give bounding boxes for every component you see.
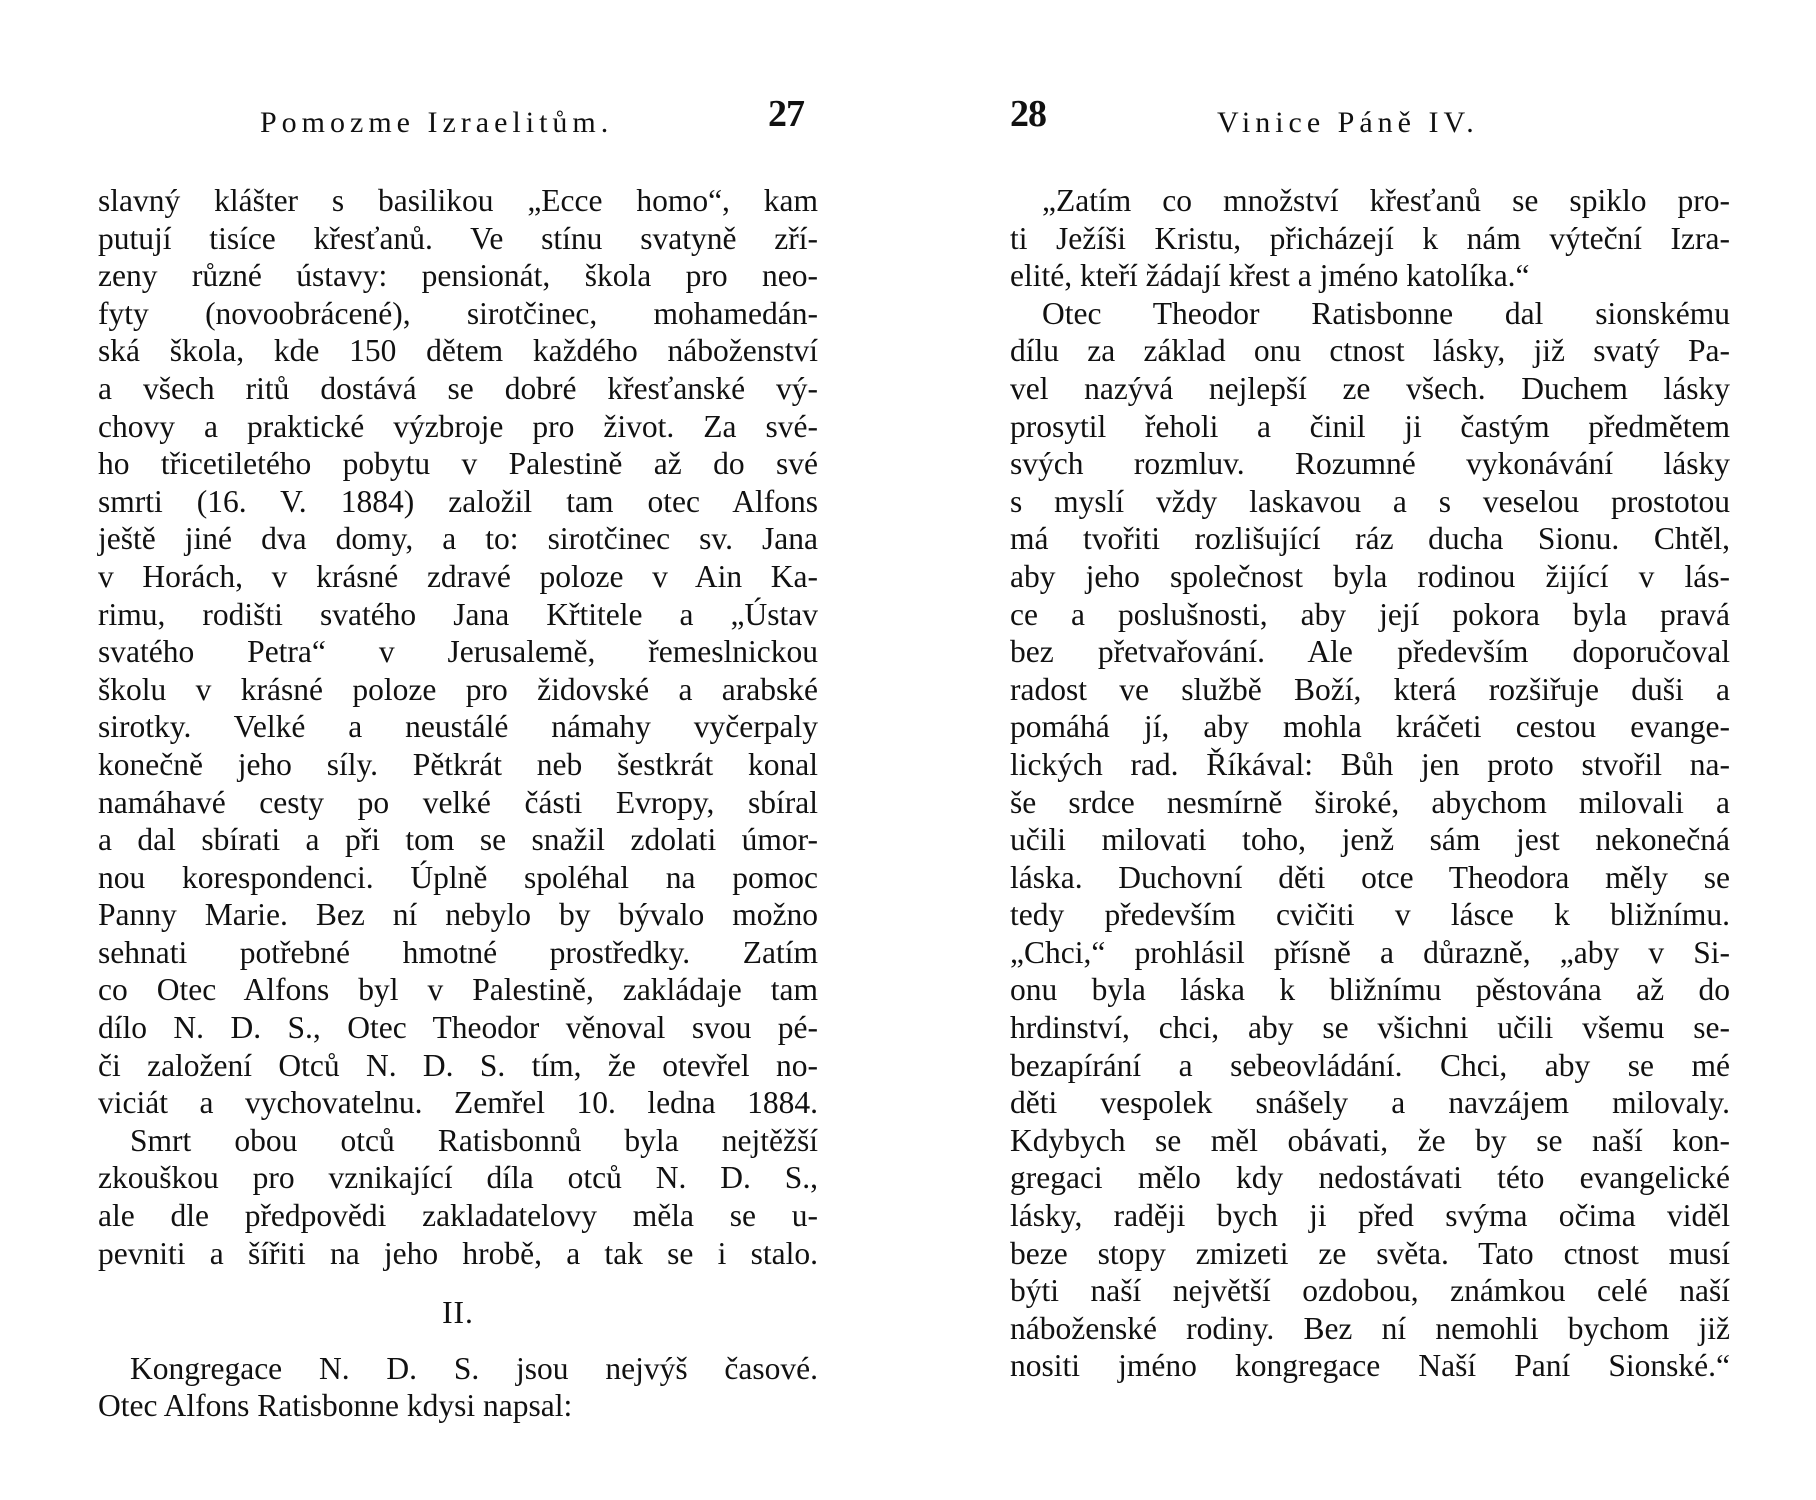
text-line: ti Ježíši Kristu, přicházejí k nám výteční Izra- <box>1010 220 1730 256</box>
left-page-number: 27 <box>768 93 804 135</box>
text-line: býti naší největší ozdobou, známkou celé naší <box>1010 1273 1730 1309</box>
text-line: pomáhá jí, aby mohla kráčeti cestou evange- <box>1010 709 1730 745</box>
text-line: zkouškou pro vznikající díla otců N. D. S., <box>98 1160 818 1196</box>
text-line: děti vespolek snášely a navzájem milovaly. <box>1010 1085 1730 1121</box>
text-line: zeny různé ústavy: pensionát, škola pro neo- <box>98 258 818 294</box>
right-running-title: Vinice Páně IV. <box>1217 106 1479 139</box>
text-line: še srdce nesmírně široké, abychom milovali a <box>1010 784 1730 820</box>
text-line: svatého Petra“ v Jerusalemě, řemeslnickou <box>98 634 818 670</box>
text-line: pevniti a šířiti na jeho hrobě, a tak se i stalo. <box>98 1235 818 1271</box>
text-line: gregaci mělo kdy nedostávati této evangelické <box>1010 1160 1730 1196</box>
text-line: sehnati potřebné hmotné prostředky. Zatím <box>98 934 818 970</box>
text-line: dílu za základ onu ctnost lásky, již svatý Pa- <box>1010 333 1730 369</box>
text-line: radost ve službě Boží, která rozšiřuje duši a <box>1010 671 1730 707</box>
text-line: s myslí vždy laskavou a s veselou prostotou <box>1010 483 1730 519</box>
text-line: ho třicetiletého pobytu v Palestině až do své <box>98 446 818 482</box>
text-line: prosytil řeholi a činil ji častým předmětem <box>1010 408 1730 444</box>
text-line: nou korespondenci. Úplně spoléhal na pomoc <box>98 859 818 895</box>
left-body-text <box>98 182 818 1425</box>
text-line: v Horách, v krásné zdravé poloze v Ain Ka- <box>98 558 818 594</box>
text-line: bezapírání a sebeovládání. Chci, aby se mé <box>1010 1047 1730 1083</box>
text-line: bez přetvařování. Ale především doporučoval <box>1010 634 1730 670</box>
text-line: svých rozmluv. Rozumné vykonávání lásky <box>1010 446 1730 482</box>
text-line: Kdybych se měl obávati, že by se naší kon- <box>1010 1122 1730 1158</box>
section-heading: II. <box>442 1295 474 1331</box>
text-line: onu byla láska k bližnímu pěstována až do <box>1010 972 1730 1008</box>
text-line: co Otec Alfons byl v Palestině, zakládaje tam <box>98 972 818 1008</box>
text-line: fyty (novoobrácené), sirotčinec, mohamedán- <box>98 295 818 331</box>
right-page <box>1010 92 1730 1385</box>
text-line: putují tisíce křesťanů. Ve stínu svatyně zří- <box>98 220 818 256</box>
text-line: slavný klášter s basilikou „Ecce homo“, kam <box>98 183 818 218</box>
text-line: „Chci,“ prohlásil přísně a důrazně, „aby v Si- <box>1010 934 1730 970</box>
text-line: má tvořiti rozlišující ráz ducha Sionu. Chtěl, <box>1010 521 1730 557</box>
text-line: lických rad. Říkával: Bůh jen proto stvořil na- <box>1010 746 1730 782</box>
text-line: Kongregace N. D. S. jsou nejvýš časové. <box>130 1350 818 1386</box>
text-line: elité, kteří žádají křest a jméno katolíka.“ <box>1010 258 1530 294</box>
right-page-number: 28 <box>1010 93 1046 135</box>
left-running-head <box>98 92 818 140</box>
text-line: tedy především cvičiti v lásce k bližnímu. <box>1010 897 1730 933</box>
text-line: Smrt obou otců Ratisbonnů byla nejtěžší <box>130 1122 818 1158</box>
text-line: ce a poslušnosti, aby její pokora byla pravá <box>1010 596 1730 632</box>
text-line: či založení Otců N. D. S. tím, že otevřel no- <box>98 1047 818 1083</box>
text-line: smrti (16. V. 1884) založil tam otec Alfons <box>98 483 818 519</box>
left-running-title: Pomozme Izraelitům. <box>260 106 614 139</box>
text-line: beze stopy zmizeti ze světa. Tato ctnost musí <box>1010 1235 1730 1271</box>
text-line: a dal sbírati a při tom se snažil zdolati úmor- <box>98 822 818 858</box>
text-line: lásky, raději bych ji před svýma očima viděl <box>1010 1198 1730 1234</box>
text-line: náboženské rodiny. Bez ní nemohli bychom již <box>1010 1310 1730 1346</box>
text-line: aby jeho společnost byla rodinou žijící v lás- <box>1010 558 1730 594</box>
text-line: ale dle předpovědi zakladatelovy měla se u- <box>98 1198 818 1234</box>
text-line: konečně jeho síly. Pětkrát neb šestkrát konal <box>98 746 818 782</box>
text-line: chovy a praktické výzbroje pro život. Za své- <box>98 408 818 444</box>
right-running-head <box>1010 92 1730 140</box>
text-line: nositi jméno kongregace Naší Paní Sionské.“ <box>1010 1348 1730 1384</box>
text-line: „Zatím co množství křesťanů se spiklo pro- <box>1042 183 1730 218</box>
text-line: ská škola, kde 150 dětem každého náboženství <box>98 333 818 369</box>
text-line: láska. Duchovní děti otce Theodora měly se <box>1010 859 1730 895</box>
text-line: viciát a vychovatelnu. Zemřel 10. ledna 1884. <box>98 1085 818 1121</box>
text-line: sirotky. Velké a neustálé námahy vyčerpaly <box>98 709 818 745</box>
text-line: školu v krásné poloze pro židovské a arabské <box>98 671 818 707</box>
text-line: dílo N. D. S., Otec Theodor věnoval svou pé- <box>98 1010 818 1046</box>
text-line: a všech ritů dostává se dobré křesťanské vý- <box>98 370 818 406</box>
text-line: Otec Alfons Ratisbonne kdysi napsal: <box>98 1388 573 1424</box>
text-line: namáhavé cesty po velké části Evropy, sbíral <box>98 784 818 820</box>
text-line: rimu, rodišti svatého Jana Křtitele a „Ústav <box>98 596 818 632</box>
text-line: Panny Marie. Bez ní nebylo by bývalo možno <box>98 897 818 933</box>
right-body-text <box>1010 182 1730 1385</box>
text-line: vel nazývá nejlepší ze všech. Duchem lásky <box>1010 370 1730 406</box>
text-line: učili milovati toho, jenž sám jest nekonečná <box>1010 822 1730 858</box>
left-page <box>98 92 818 1425</box>
text-line: Otec Theodor Ratisbonne dal sionskému <box>1042 295 1730 331</box>
text-line: hrdinství, chci, aby se všichni učili všemu se- <box>1010 1010 1730 1046</box>
text-line: ještě jiné dva domy, a to: sirotčinec sv. Jana <box>98 521 818 557</box>
